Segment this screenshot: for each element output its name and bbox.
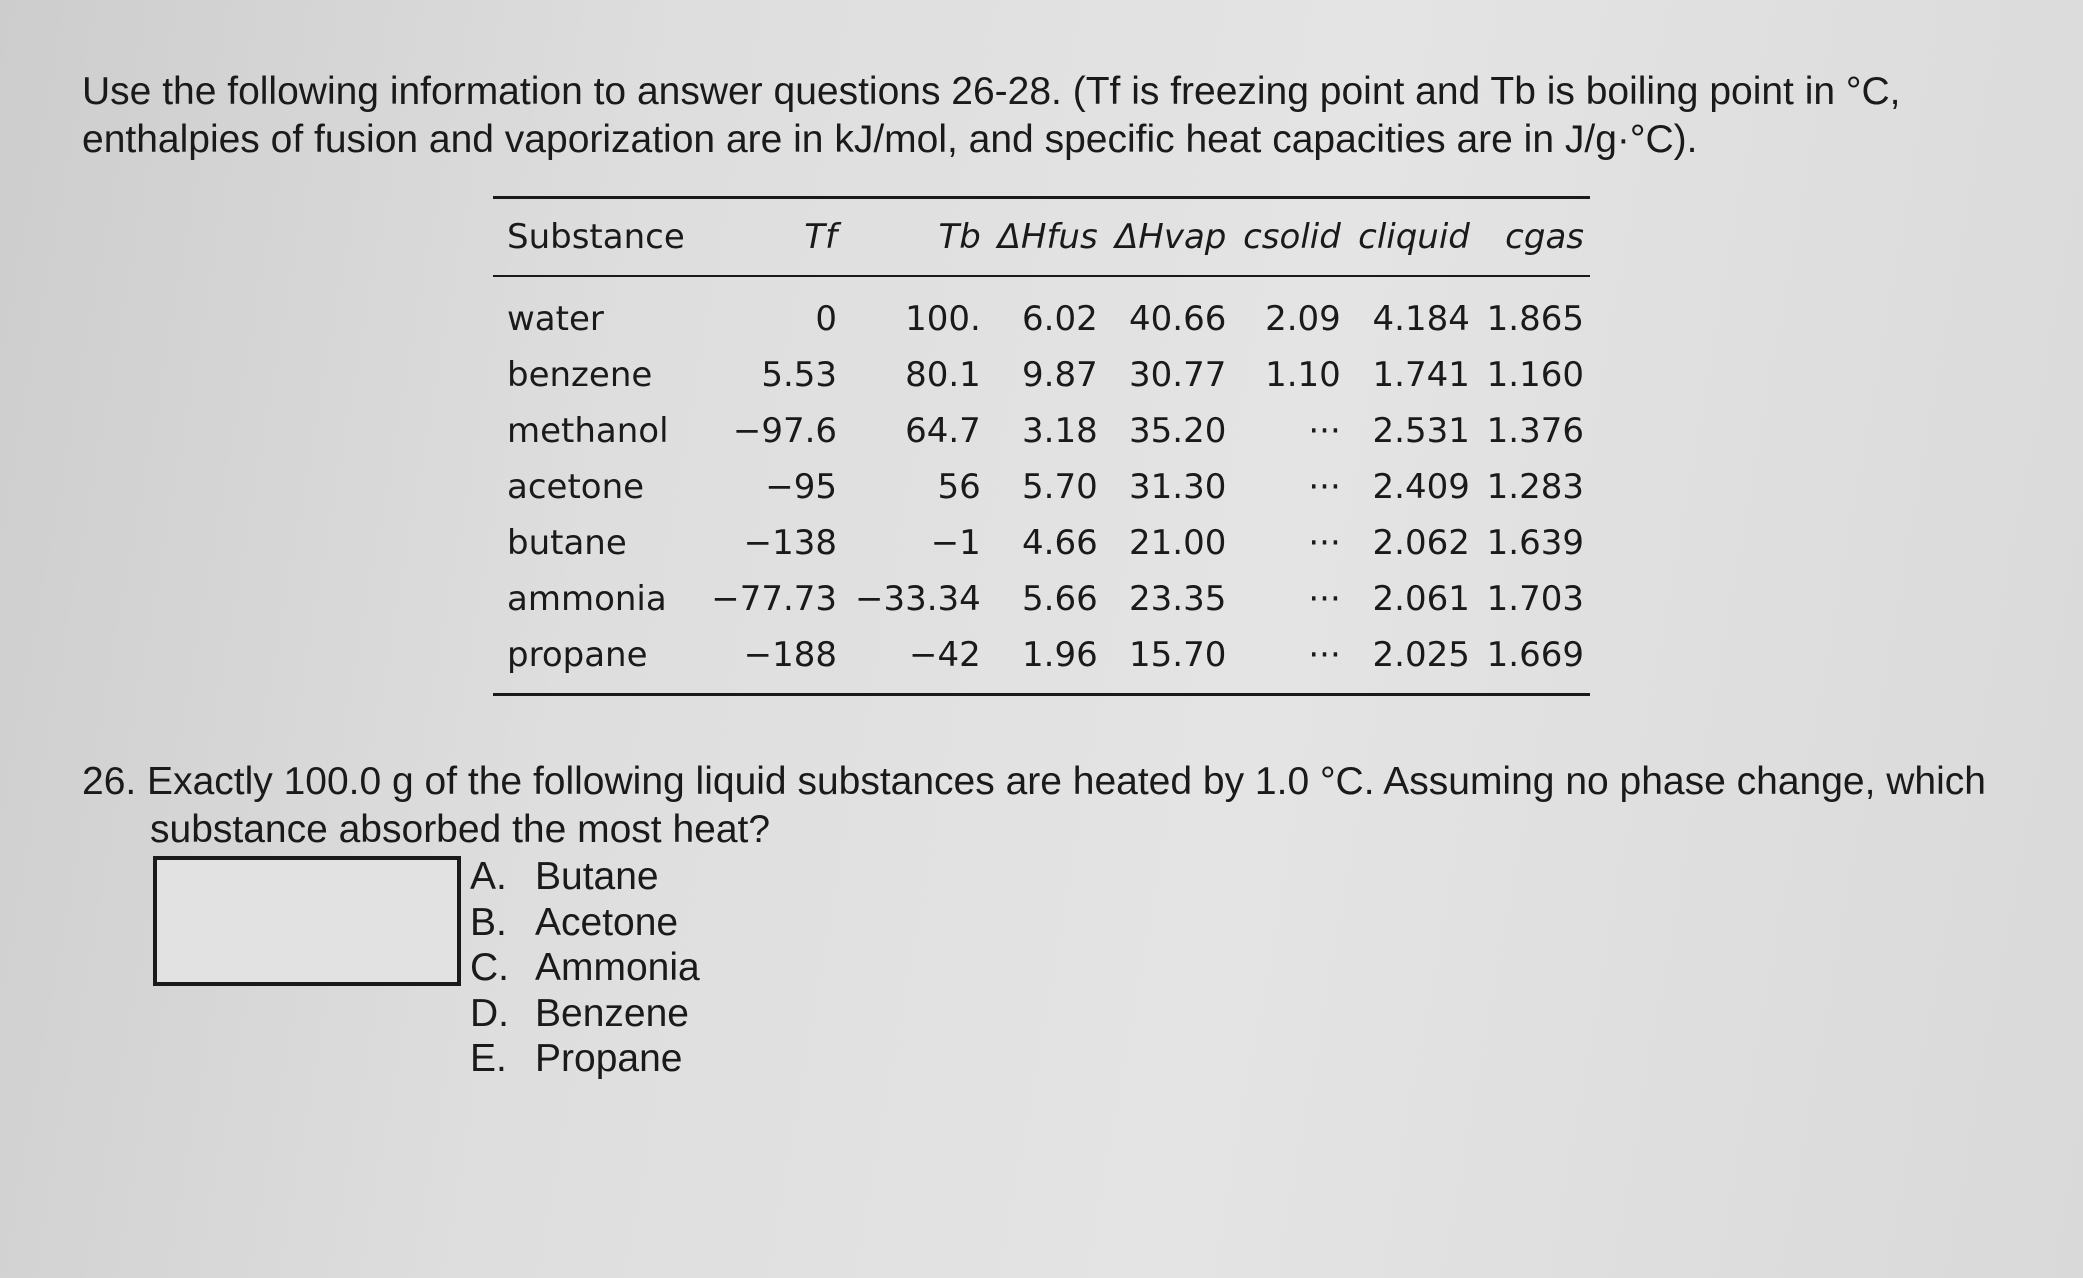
cell-hfus: 4.66 [1022, 523, 1098, 563]
cell-substance: propane [507, 635, 648, 675]
cell-cliquid: 2.025 [1372, 635, 1470, 675]
table-bottom-rule [493, 693, 1590, 696]
header-hfus: ΔHfus [997, 217, 1098, 257]
option-label: Acetone [535, 900, 679, 944]
table-row [493, 627, 1590, 693]
table-row [493, 459, 1590, 515]
option-label: Benzene [535, 991, 689, 1035]
cell-tf: −138 [743, 523, 838, 563]
option-letter: B. [470, 900, 507, 944]
cell-csolid: 2.09 [1265, 299, 1341, 339]
header-cliquid: cliquid [1358, 217, 1470, 257]
cell-tb: −1 [930, 523, 981, 563]
header-tf: Tf [804, 217, 838, 257]
question-text: 26. Exactly 100.0 g of the following liquid substances are heated by 1.0 °C. Assuming no phase change, which substance absorbed the most heat? [82, 760, 1986, 851]
cell-cgas: 1.283 [1486, 467, 1584, 507]
option-label: Ammonia [535, 946, 700, 989]
cell-csolid: ··· [1308, 411, 1341, 451]
header-cgas: cgas [1505, 217, 1584, 257]
table-row [493, 515, 1590, 571]
cell-cgas: 1.669 [1486, 635, 1584, 675]
cell-cliquid: 2.409 [1372, 467, 1470, 507]
cell-hvap: 21.00 [1129, 523, 1227, 563]
cell-tf: −77.73 [711, 579, 838, 619]
cell-tf: 0 [815, 299, 838, 339]
cell-substance: benzene [507, 355, 653, 395]
cell-hvap: 31.30 [1129, 467, 1227, 507]
option-letter: D. [470, 991, 509, 1035]
option-c[interactable] [470, 945, 700, 991]
cell-hfus: 1.96 [1022, 635, 1098, 675]
cell-cliquid: 2.062 [1372, 523, 1470, 563]
table-row [493, 403, 1590, 459]
header-hvap: ΔHvap [1115, 217, 1227, 257]
cell-substance: ammonia [507, 579, 667, 619]
cell-tb: 64.7 [905, 411, 981, 451]
option-d[interactable] [470, 991, 700, 1037]
cell-cgas: 1.160 [1486, 355, 1584, 395]
cell-tf: 5.53 [761, 355, 838, 395]
cell-tb: 56 [937, 467, 981, 507]
cell-cliquid: 2.061 [1372, 579, 1470, 619]
cell-cgas: 1.865 [1486, 299, 1584, 339]
cell-hfus: 5.70 [1022, 467, 1098, 507]
header-tb: Tb [938, 217, 981, 257]
cell-csolid: ··· [1308, 579, 1341, 619]
cell-cliquid: 4.184 [1372, 299, 1470, 339]
cell-tb: 80.1 [905, 355, 981, 395]
cell-hvap: 15.70 [1129, 635, 1227, 675]
table-header-row [493, 199, 1590, 275]
header-csolid: csolid [1243, 217, 1341, 257]
table-row [493, 571, 1590, 627]
intro-paragraph: Use the following information to answer questions 26-28. (Tf is freezing point and Tb is boiling point in °C, enthalpies of fusion and vaporization are in kJ/mol, and specific heat capacities are in J/g·°C). [82, 70, 1901, 161]
cell-csolid: 1.10 [1265, 355, 1341, 395]
cell-substance: methanol [507, 411, 669, 451]
answer-options [470, 854, 700, 1082]
cell-cliquid: 1.741 [1372, 355, 1470, 395]
cell-hvap: 30.77 [1129, 355, 1227, 395]
cell-hvap: 35.20 [1129, 411, 1227, 451]
cell-hvap: 40.66 [1129, 299, 1227, 339]
cell-tb: −33.34 [854, 579, 981, 619]
option-letter: A. [470, 855, 507, 898]
cell-tf: −97.6 [732, 411, 838, 451]
cell-hfus: 9.87 [1022, 355, 1098, 395]
option-a[interactable] [470, 854, 700, 900]
cell-substance: butane [507, 523, 627, 563]
cell-tf: −188 [743, 635, 838, 675]
cell-tb: 100. [905, 299, 981, 339]
option-letter: E. [470, 1037, 507, 1080]
option-b[interactable] [470, 900, 700, 946]
cell-tf: −95 [765, 467, 838, 507]
cell-cgas: 1.376 [1486, 411, 1584, 451]
table-row [493, 347, 1590, 403]
cell-hvap: 23.35 [1129, 579, 1227, 619]
cell-csolid: ··· [1308, 523, 1341, 563]
cell-substance: water [507, 299, 604, 339]
header-substance: Substance [507, 217, 685, 257]
cell-hfus: 3.18 [1022, 411, 1098, 451]
option-e[interactable] [470, 1036, 700, 1082]
answer-box[interactable] [153, 856, 461, 986]
cell-cliquid: 2.531 [1372, 411, 1470, 451]
cell-csolid: ··· [1308, 467, 1341, 507]
option-label: Butane [535, 855, 659, 898]
option-letter: C. [470, 946, 509, 989]
cell-cgas: 1.639 [1486, 523, 1584, 563]
data-table [493, 196, 1590, 696]
cell-tb: −42 [909, 635, 981, 675]
table-row [493, 277, 1590, 347]
question-26 [82, 758, 2042, 854]
option-label: Propane [535, 1037, 683, 1080]
cell-substance: acetone [507, 467, 645, 507]
cell-hfus: 5.66 [1022, 579, 1098, 619]
cell-csolid: ··· [1308, 635, 1341, 675]
cell-hfus: 6.02 [1022, 299, 1098, 339]
cell-cgas: 1.703 [1486, 579, 1584, 619]
